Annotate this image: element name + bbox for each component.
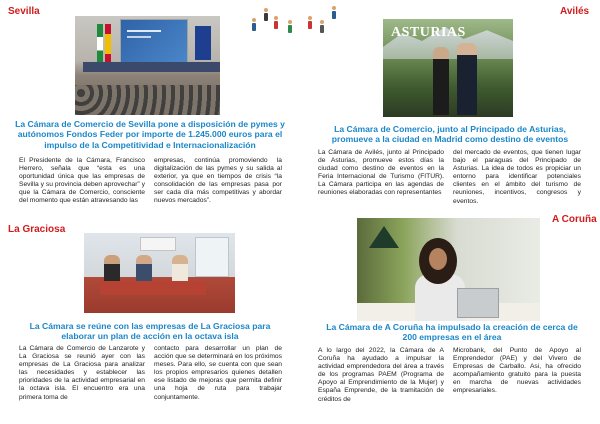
person-figure-icon [332,6,336,19]
meeting-table-photo [84,233,235,313]
woman-laptop-photo [357,218,540,321]
article-text-coruna-col2: Microbank, del Punto de Apoyo al Emprendedor (PAE) y del Vivero de Empresas de Carballo. Asi, ha ofrecido acompañamiento gratuito para la puesta en marcha de nuevas actividades empresariales. [453,347,581,395]
person-figure-icon [252,18,256,31]
asturias-banner-photo [383,19,513,117]
headline-graciosa: La Cámara se reúne con las empresas de La Graciosa para elaborar un plan de acción en la octava isla [29,321,271,342]
article-text-sevilla-col2: empresas, continúa promoviendo la digitalización de las pymes y su salida al exterior, ya que en tiempos de crisis “la consolidación de las empresas pasa por ser cada día más competitivas y abordar nuevos mercados”. [154,157,282,205]
article-text-graciosa-col2: contacto para desarrollar un plan de acción que se determinará en los próximos meses. Para ello, se cuenta con que sean los propios empresarios quienes detallen ese listado de mejoras que permita definir una hoja de ruta para trabajar conjuntamente. [154,345,282,401]
headline-coruna: La Cámara de A Coruña ha impulsado la creación de cerca de 200 empresas en el área [326,322,578,343]
article-text-sevilla-col1: El Presidente de la Cámara, Francisco Herrero, señala que “esta es una oportunidad única que las empresas de Sevilla y su provincia deben aprovechar” y que la Cámara de Comercio, consciente del momento que están atravesando las [19,157,145,205]
person-figure-icon [264,8,268,21]
city-label-coruna: A Coruña [552,214,597,225]
person-figure-icon [320,20,324,33]
person-figure-icon [274,16,278,29]
article-text-graciosa-col1: La Cámara de Comercio de Lanzarote y La Graciosa se reunió ayer con las empresas de La Graciosa para analizar las necesidades y establecer las prioridades de la actividad empresarial en la octava isla. El encuentro era una primera toma de [19,345,145,401]
article-text-aviles-col1: La Cámara de Avilés, junto al Principado de Asturias, promueve estos días la ciudad como destino de eventos en la Feria Internacional de Turismo (FITUR). La Cámara participa en las agendas de reuniones elaboradas con representantes [318,149,444,197]
headline-aviles: La Cámara de Comercio, junto al Principado de Asturias, promueve a la ciudad en Madrid como destino de eventos [331,124,569,145]
city-label-aviles: Avilés [560,6,590,17]
article-text-coruna-col1: A lo largo del 2022, la Cámara de A Coruña ha ayudado a impulsar la actividad emprendedora del área a través de los programas PAEM (Programa de Apoyo al Emprendimiento de la Mujer) y España Emprende, de la tramitación de créditos de [318,347,444,403]
people-figures-icon [250,4,345,30]
person-figure-icon [288,20,292,33]
article-text-aviles-col2: del mercado de eventos, que tienen lugar bajo el paraguas del Principado de Asturias. La idea de todos es propiciar un entorno para identificar potenciales clientes en el ámbito del turismo de reuniones, incentivos, congresos y eventos. [453,149,581,205]
photo-caption-asturias: ASTURIAS [391,25,466,40]
city-label-graciosa: La Graciosa [8,224,66,235]
city-label-sevilla: Sevilla [8,6,40,17]
conference-hall-photo [75,16,220,115]
headline-sevilla: La Cámara de Comercio de Sevilla pone a disposición de pymes y autónomos Fondos Feder por importe de 1.245.000 euros para el impulso de la Competitividad e Internacionalización [15,119,285,150]
person-figure-icon [308,16,312,29]
